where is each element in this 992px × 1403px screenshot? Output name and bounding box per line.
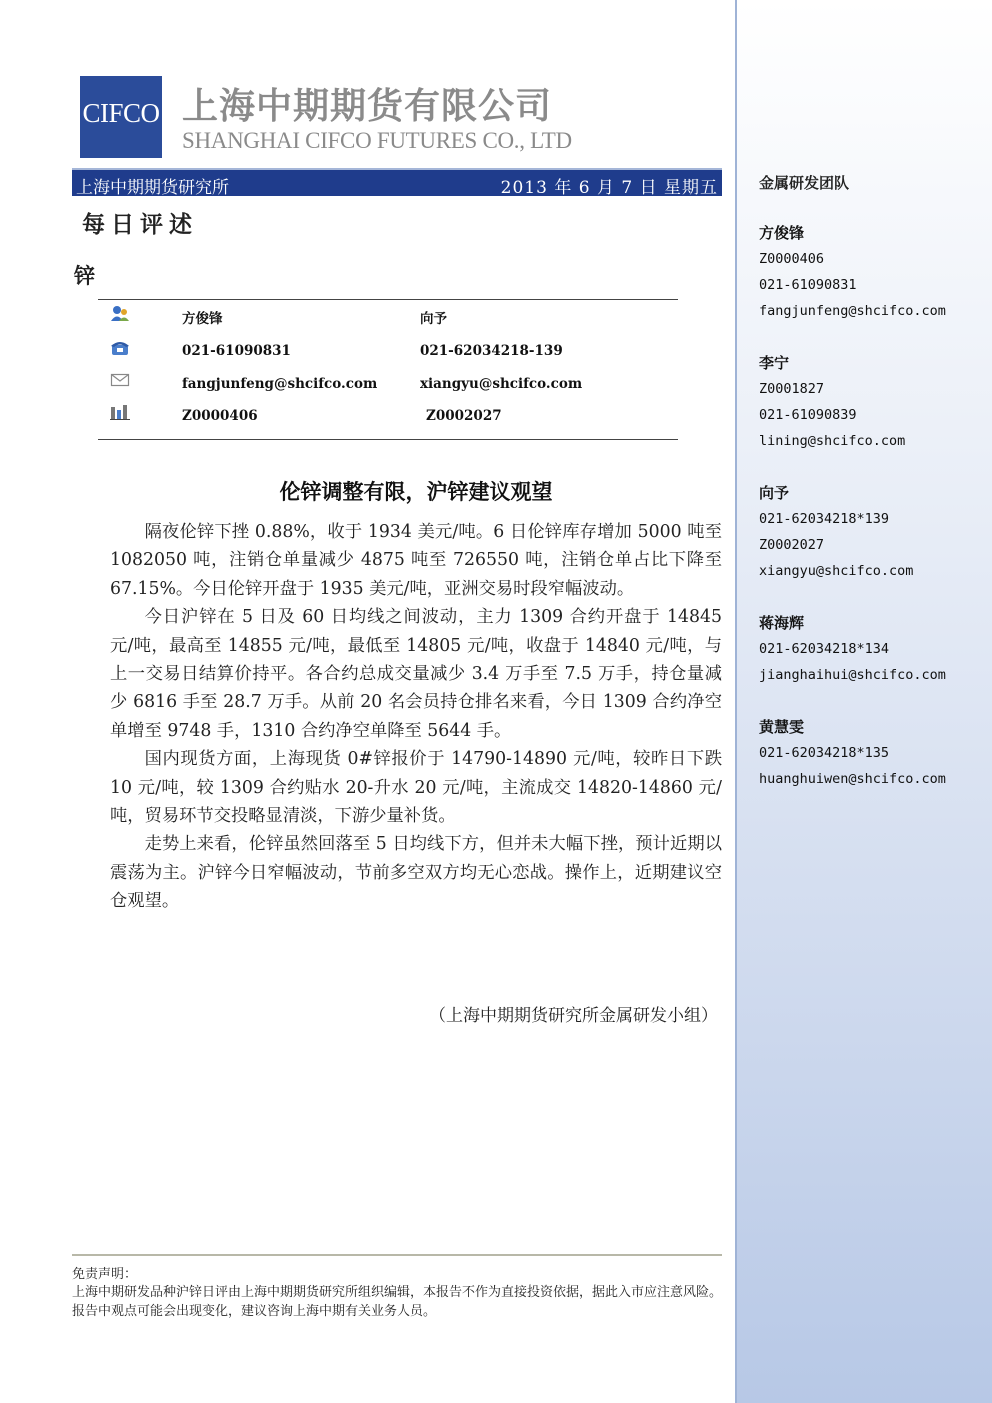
member-email[interactable]: lining@shcifco.com: [759, 433, 906, 449]
member-email[interactable]: huanghuiwen@shcifco.com: [759, 771, 946, 787]
member-phone: 021-62034218*139: [759, 511, 890, 527]
contact2-license: Z0002027: [426, 408, 502, 424]
article-paragraph: 国内现货方面，上海现货 0#锌报价于 14790-14890 元/吨，较昨日下跌 10 元/吨，较 1309 合约贴水 20-升水 20 元/吨，主流成交 14820-14860 元/吨，贸易环节交投略显清淡，下游少量补货。: [110, 749, 722, 827]
company-name-cn: 上海中期期货有限公司: [182, 86, 553, 127]
team-title: 金属研发团队: [759, 174, 850, 192]
member-license: Z0001827: [759, 381, 825, 397]
member-email[interactable]: xiangyu@shcifco.com: [759, 563, 914, 579]
section-title: 每日评述: [82, 211, 198, 238]
member-email[interactable]: jianghaihui@shcifco.com: [759, 667, 946, 683]
disclaimer-title: 免责声明：: [72, 1267, 138, 1282]
member-name: 黄慧雯: [759, 718, 805, 736]
article-title: 伦锌调整有限，沪锌建议观望: [279, 480, 553, 504]
member-phone: 021-62034218*134: [759, 641, 890, 657]
team-member: [759, 714, 946, 792]
mail-icon: [110, 372, 130, 388]
disclaimer-divider: [72, 1254, 722, 1256]
contact2-name: 向予: [420, 311, 447, 327]
sidebar-team-panel: [735, 0, 992, 1403]
institute-name: 上海中期期货研究所: [76, 178, 229, 198]
disclaimer-text: 上海中期研发品种沪锌日评由上海中期期货研究所组织编辑，本报告不作为直接投资依据，据此入市应注意风险。报告中观点可能会出现变化，建议咨询上海中期有关业务人员。: [72, 1285, 723, 1319]
article-paragraph: 走势上来看，伦锌虽然回落至 5 日均线下方，但并未大幅下挫，预计近期以震荡为主。沪锌今日窄幅波动，节前多空双方均无心恋战。操作上，近期建议空仓观望。: [110, 834, 722, 912]
contact1-phone: 021-61090831: [182, 343, 291, 359]
phone-icon: [110, 340, 130, 356]
contact1-name: 方俊锋: [182, 311, 223, 327]
member-phone: 021-61090839: [759, 407, 857, 423]
team-member: [759, 350, 905, 454]
team-member: [759, 610, 946, 688]
contact1-license: Z0000406: [182, 408, 258, 424]
contact2-email[interactable]: xiangyu@shcifco.com: [420, 376, 583, 392]
member-phone: 021-61090831: [759, 277, 857, 293]
article-signature: （上海中期期货研究所金属研发小组）: [429, 1006, 718, 1026]
member-license: Z0002027: [759, 537, 825, 553]
member-name: 李宁: [759, 354, 790, 372]
company-name-en: SHANGHAI CIFCO FUTURES CO., LTD: [182, 128, 572, 153]
member-name: 蒋海辉: [759, 614, 805, 632]
contact-table: [98, 299, 678, 440]
person-icon: [110, 305, 130, 321]
article-paragraph: 隔夜伦锌下挫 0.88%，收于 1934 美元/吨。6 日伦锌库存增加 5000 吨至 1082050 吨，注销仓单量减少 4875 吨至 726550 吨，注销仓单占比下降至 67.15%。今日伦锌开盘于 1935 美元/吨，亚洲交易时段窄幅波动。: [110, 522, 722, 599]
license-icon: [110, 404, 130, 420]
article-body: [110, 518, 722, 916]
team-member: [759, 220, 946, 324]
team-member: [759, 480, 913, 584]
contact2-phone: 021-62034218-139: [420, 343, 563, 359]
metal-label: 锌: [74, 263, 95, 288]
member-phone: 021-62034218*135: [759, 745, 890, 761]
contact1-email[interactable]: fangjunfeng@shcifco.com: [182, 376, 378, 392]
article-paragraph: 今日沪锌在 5 日及 60 日均线之间波动，主力 1309 合约开盘于 14845 元/吨，最高至 14855 元/吨，最低至 14805 元/吨，收盘于 14840 元/吨，与上一交易日结算价持平。各合约总成交量减少 3.4 万手至 7.5 万手，持仓量减少 6816 手至 28.7 万手。从前 20 名会员持仓排名来看，今日 1309 合约净空单增至 9748 手，1310 合约净空单降至 5644 手。: [110, 607, 722, 741]
member-license: Z0000406: [759, 251, 825, 267]
header-bar: [72, 168, 722, 196]
member-name: 向予: [759, 484, 790, 502]
member-email[interactable]: fangjunfeng@shcifco.com: [759, 303, 946, 319]
member-name: 方俊锋: [759, 224, 805, 242]
report-date: 2013 年 6 月 7 日 星期五: [500, 178, 718, 198]
logo-text: CIFCO: [82, 98, 160, 128]
